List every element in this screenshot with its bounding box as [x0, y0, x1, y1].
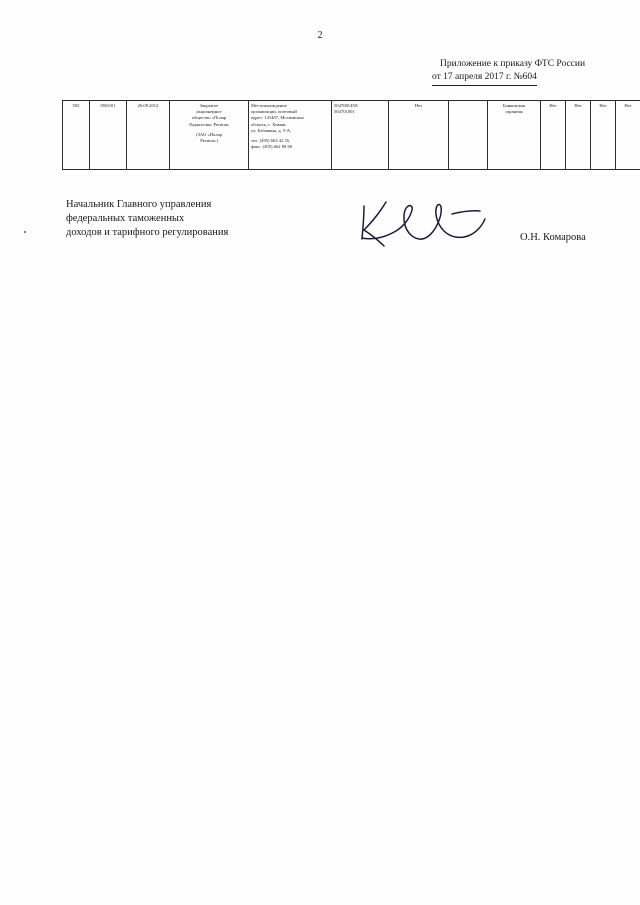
cell-sub-4: Нет: [616, 101, 640, 170]
cell-field-2: [449, 101, 488, 170]
page-number: 2: [317, 30, 323, 41]
cell-code: 0503/01: [90, 101, 127, 170]
signature-title-line-2: федеральных таможенных: [66, 213, 185, 224]
registry-table: [62, 100, 632, 170]
cell-address: Местонахождение организации, почтовый адрес: 141407, Московская область, г. Химки, ул. Бабакина, д. 5-А; тел. (495) 604 42 35, факс: (495) 662 89 69: [249, 101, 332, 170]
cell-organization-name: Закрытое акционерное общество «Полар Лоджистикс Регион» (ЗАО «Полар Регион»): [170, 101, 249, 170]
document-header: [432, 58, 620, 86]
cell-sub-1: Нет: [541, 101, 566, 170]
header-line-date-number: от 17 апреля 2017 г. №604: [432, 71, 537, 86]
signature-title: [66, 198, 326, 240]
cell-inn-kpp: 5047081450/ 504701001: [332, 101, 389, 170]
cell-field-1: Нет: [389, 101, 449, 170]
cell-number: 503: [63, 101, 90, 170]
signature-title-line-1: Начальник Главного управления: [66, 199, 212, 210]
cell-sub-3: Нет: [591, 101, 616, 170]
header-line-prilozhenie: Приложение: [440, 59, 491, 69]
cell-guarantee-type: Банковская гарантия: [488, 101, 541, 170]
signatory-name: О.Н. Комарова: [520, 232, 586, 243]
table-row: [63, 101, 640, 170]
signature-title-line-3: доходов и тарифного регулирования: [66, 227, 229, 238]
cell-sub-2: Нет: [566, 101, 591, 170]
handwritten-signature: [352, 198, 492, 252]
cell-date: 26.09.2012: [127, 101, 170, 170]
header-line-order: к приказу ФТС России: [493, 59, 586, 69]
scan-artifact-dot: [24, 231, 26, 233]
